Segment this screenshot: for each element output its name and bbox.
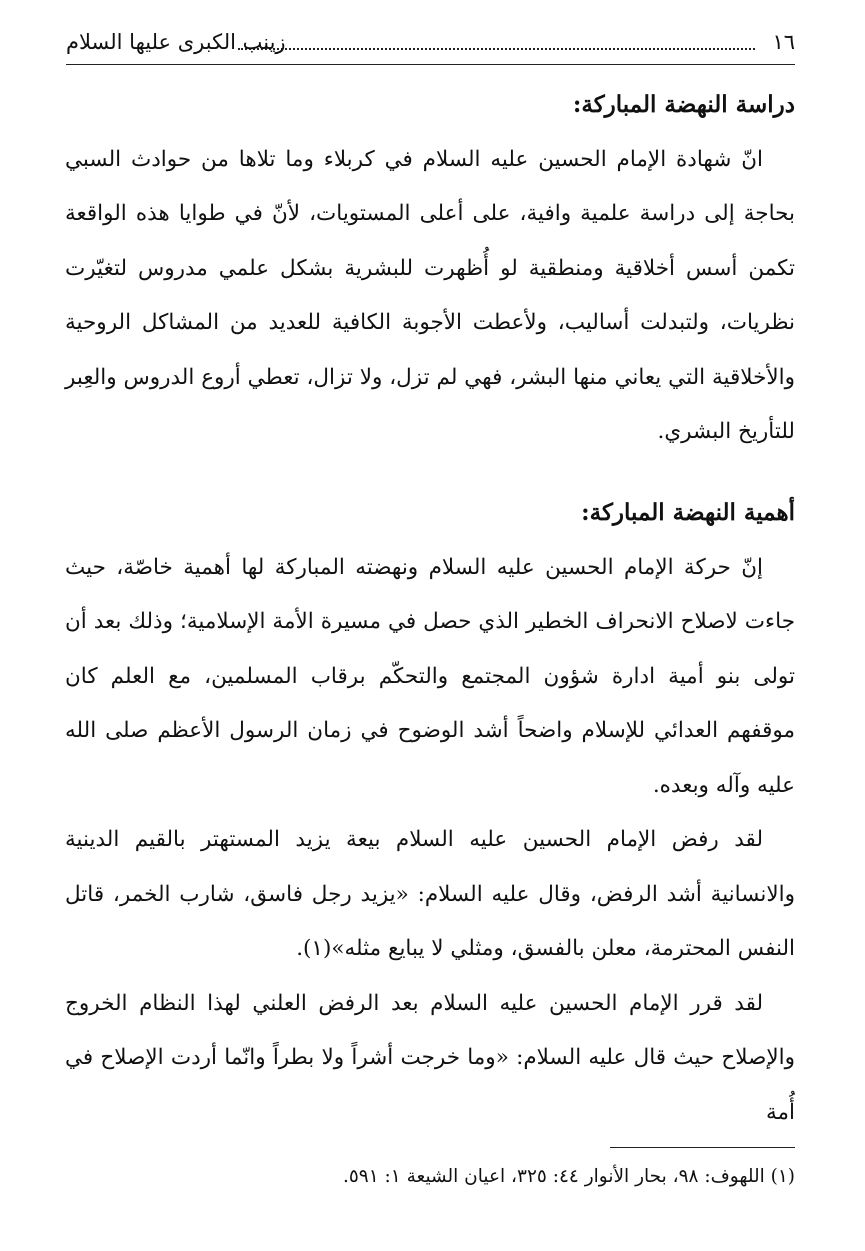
section-heading: دراسة النهضة المباركة: (572, 91, 795, 118)
page-number: ١٦ (772, 30, 795, 54)
dotted-leader (238, 36, 755, 50)
footnote: (١) اللهوف: ٩٨، بحار الأنوار ٤٤: ٣٢٥، اعيان الشيعة ١: ٥٩١. (342, 1166, 795, 1187)
body-paragraph: لقد قرر الإمام الحسين عليه السلام بعد الرفض العلني لهذا النظام الخروج والإصلاح حيث قال عليه السلام: «وما خرجت أشراً ولا بطراً وانّما أردت الإصلاح في أُمة (65, 990, 795, 1125)
section-heading: أهمية النهضة المباركة: (581, 499, 795, 526)
footnote-separator (610, 1147, 795, 1148)
body-paragraph: لقد رفض الإمام الحسين عليه السلام بيعة يزيد المستهتر بالقيم الدينية والانسانية أشد الرفض، وقال عليه السلام: «يزيد رجل فاسق، شارب الخمر، قاتل النفس المحترمة، معلن بالفسق، ومثلي لا يبايع مثله»(١). (65, 827, 795, 961)
section-study (65, 78, 795, 460)
body-paragraph: انّ شهادة الإمام الحسين عليه السلام في كربلاء وما تلاها من حوادث السبي بحاجة إلى دراسة علمية وافية، على أعلى المستويات، لأنّ في طوايا هذه الواقعة تكمن أسس أخلاقية ومنطقية لو أُظهرت للبشرية بشكل علمي مدروس لتغيّرت نظريات، ولتبدلت أساليب، ولأعطت الأجوبة الكافية للعديد من المشاكل الروحية والأخلاقية التي يعاني منها البشر، فهي لم تزل، ولا تزال، تعطي أروع الدروس والعِبر للتأريخ البشري. (65, 146, 795, 444)
running-header (66, 30, 795, 65)
running-title: زينب الكبرى عليها السلام (66, 30, 286, 54)
body-paragraph: إنّ حركة الإمام الحسين عليه السلام ونهضته المباركة لها أهمية خاصّة، حيث جاءت لاصلاح الانحراف الخطير الذي حصل في مسيرة الأمة الإسلامية؛ وذلك بعد أن تولى بنو أمية ادارة شؤون المجتمع والتحكّم برقاب المسلمين، مع العلم كان موقفهم العدائي للإسلام واضحاً أشد الوضوح في زمان الرسول الأعظم صلى الله عليه وآله وبعده. (65, 554, 795, 798)
section-importance (65, 486, 795, 1140)
